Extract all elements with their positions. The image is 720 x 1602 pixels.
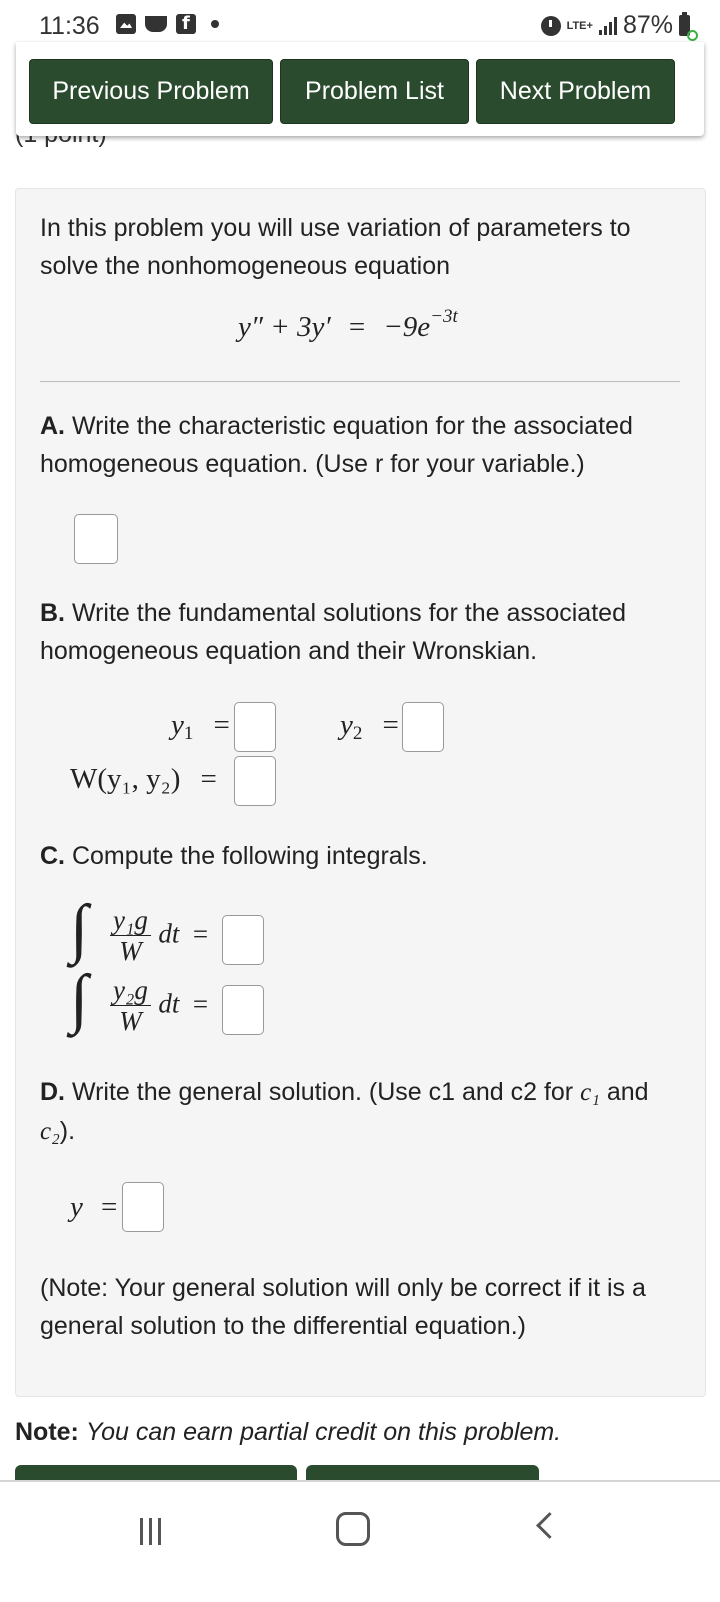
problem-body — [15, 188, 706, 1397]
wronskian-input[interactable] — [234, 756, 276, 806]
battery-percent: 87% — [622, 11, 673, 39]
general-solution-input[interactable] — [122, 1182, 164, 1232]
divider — [40, 381, 680, 382]
alarm-icon — [541, 16, 561, 36]
partial-credit-note: Note: You can earn partial credit on this problem. — [15, 1418, 562, 1446]
cloud-icon — [145, 16, 167, 32]
characteristic-equation-input[interactable] — [74, 514, 118, 564]
integral-1: $\frac{\text{y₁g}}{W}$ dt = — [110, 905, 208, 966]
more-notifications-icon — [211, 20, 219, 28]
facebook-icon — [176, 14, 196, 34]
system-nav-bar — [0, 1480, 720, 1602]
integral-1-input[interactable] — [222, 915, 264, 965]
integral-2-input[interactable] — [222, 985, 264, 1035]
integral-sign-2: ∫ — [70, 962, 89, 1035]
status-time: 11:36 — [39, 12, 100, 40]
problem-footnote: (Note: Your general solution will only be correct if it is a general solution to the differential equation.) — [40, 1274, 646, 1340]
part-a-text: A. Write the characteristic equation for the associated homogeneous equation. (Use r for your variable.) — [40, 412, 633, 478]
problem-intro: In this problem you will use variation of parameters to solve the nonhomogeneous equation — [40, 214, 631, 280]
y2-label: $y_2$ = — [340, 709, 399, 744]
problem-list-button[interactable]: Problem List — [280, 59, 469, 124]
general-solution-label: y = — [70, 1191, 118, 1223]
recents-icon[interactable] — [140, 1518, 161, 1545]
y1-input[interactable] — [234, 702, 276, 752]
problem-nav — [16, 42, 704, 136]
integral-2: $\frac{\text{y₂g}}{W}$ dt = — [110, 975, 208, 1036]
system-icons — [541, 11, 690, 40]
gallery-icon — [116, 14, 136, 34]
home-icon[interactable] — [336, 1512, 370, 1546]
y2-input[interactable] — [402, 702, 444, 752]
notification-icons — [116, 14, 219, 34]
part-d-text: D. Write the general solution. (Use c1 and c2 for c₁ and c₂). — [40, 1078, 649, 1145]
network-type: LTE+ — [566, 19, 593, 32]
integral-sign-1: ∫ — [70, 892, 89, 965]
y1-label: $y_1$ = — [171, 709, 230, 744]
next-problem-button[interactable]: Next Problem — [476, 59, 675, 124]
privacy-indicator-icon — [687, 30, 698, 41]
main-equation: $y'' + 3y' = -9e^{-3t}$ — [238, 306, 458, 343]
previous-problem-button[interactable]: Previous Problem — [29, 59, 273, 124]
signal-icon — [599, 17, 617, 35]
part-b-text: B. Write the fundamental solutions for the associated homogeneous equation and their Wronskian. — [40, 599, 626, 665]
back-icon[interactable] — [536, 1512, 563, 1539]
part-c-text: C. Compute the following integrals. — [40, 842, 428, 870]
wronskian-label: W(y₁, y₂) = — [70, 763, 217, 795]
